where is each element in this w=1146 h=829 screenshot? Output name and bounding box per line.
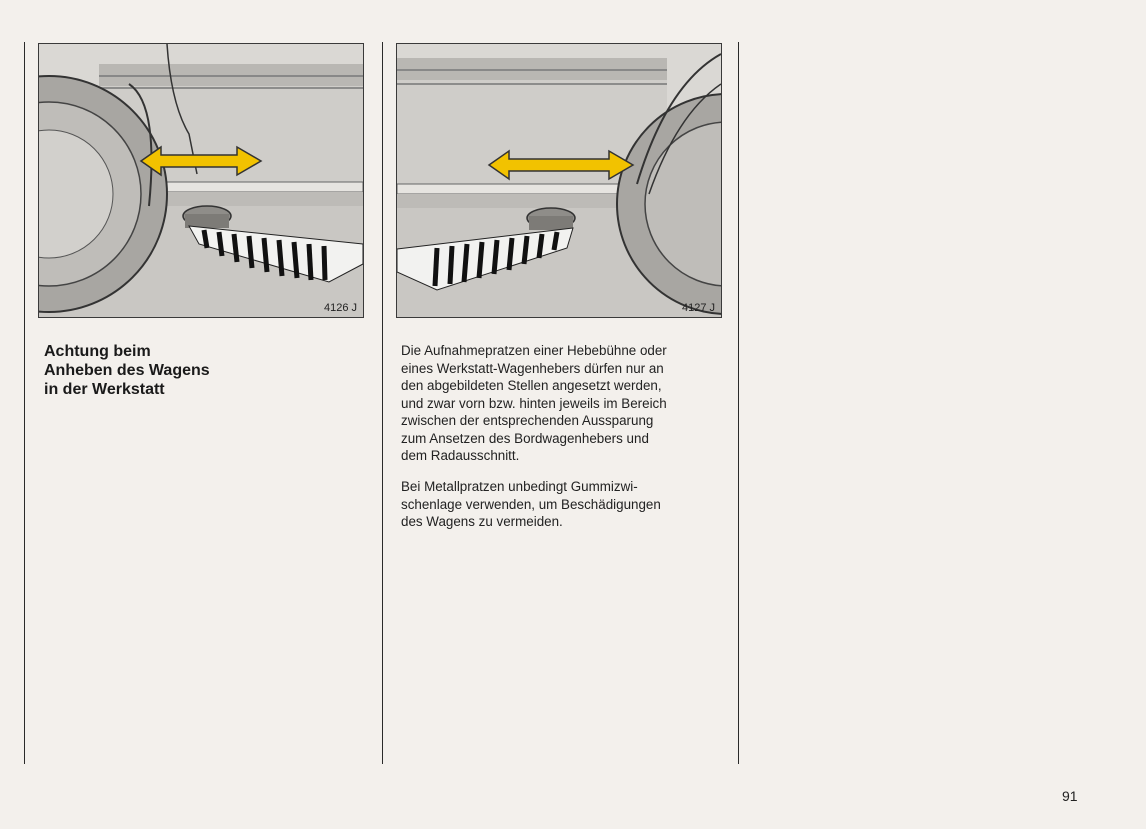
column-rule-middle — [382, 42, 383, 764]
text-line: zum Ansetzen des Bordwagenhebers und — [401, 430, 649, 446]
text-line: Die Aufnahmepratzen einer Hebebühne oder — [401, 343, 667, 358]
heading-line: in der Werkstatt — [44, 381, 165, 398]
vehicle-side-lifting-point-rear-illustration — [397, 44, 721, 317]
page-number: 91 — [1062, 788, 1078, 804]
column-rule-left — [24, 42, 25, 764]
text-line: dem Radausschnitt. — [401, 448, 520, 463]
figure-code: 4127 J — [681, 302, 715, 314]
heading-line: Achtung beim — [44, 343, 151, 360]
section-heading — [44, 342, 284, 399]
text-line: den abgebildeten Stellen angesetzt werden, — [401, 378, 662, 393]
figure-lifting-point-rear — [396, 43, 722, 318]
paragraph-rubber-pads — [401, 478, 723, 531]
figure-code: 4126 J — [323, 302, 357, 314]
column-rule-right — [738, 42, 739, 764]
text-line: schenlage verwenden, um Beschädigungen — [401, 496, 661, 512]
heading-line: Anheben des Wagens — [44, 362, 210, 379]
figure-lifting-point-front — [38, 43, 364, 318]
text-line: Bei Metallpratzen unbedingt Gummizwi- — [401, 479, 638, 494]
vehicle-side-lifting-point-front-illustration — [39, 44, 363, 317]
text-line: des Wagens zu vermeiden. — [401, 514, 563, 529]
text-line: eines Werkstatt-Wagenhebers dürfen nur an — [401, 360, 664, 376]
text-line: und zwar vorn bzw. hinten jeweils im Bereich — [401, 395, 667, 411]
text-line: zwischen der entsprechenden Aussparung — [401, 413, 654, 428]
paragraph-lifting-instructions — [401, 342, 723, 465]
